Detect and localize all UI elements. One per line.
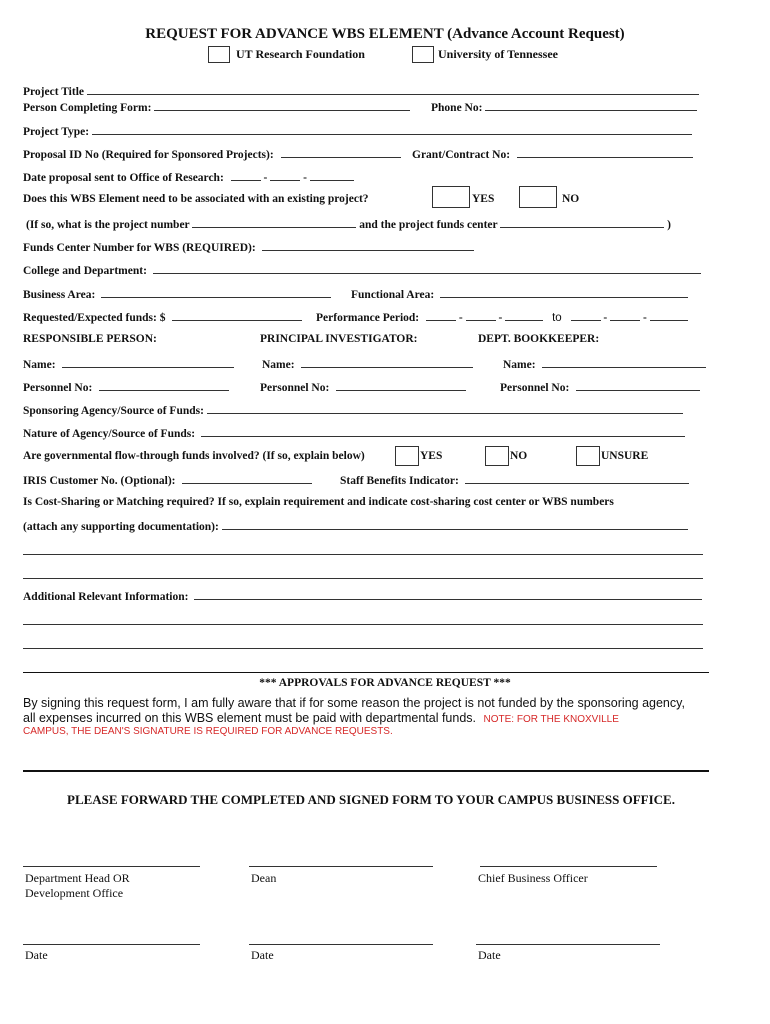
- project-title-label: Project Title: [23, 86, 84, 98]
- period-end-day-field[interactable]: [610, 310, 640, 321]
- funds-center-label: Funds Center Number for WBS (REQUIRED):: [23, 242, 256, 254]
- attach-docs-label: (attach any supporting documentation):: [23, 521, 219, 533]
- signature-section-divider: [23, 770, 709, 772]
- business-area-field[interactable]: [101, 287, 331, 298]
- project-funds-center-field[interactable]: [500, 217, 664, 228]
- performance-period-label: Performance Period:: [316, 312, 420, 324]
- approvals-divider: [23, 672, 709, 673]
- existing-project-yes-label: YES: [472, 193, 495, 205]
- close-paren: ): [667, 219, 672, 231]
- project-type-field[interactable]: [92, 124, 692, 135]
- business-area-label: Business Area:: [23, 289, 96, 301]
- organization-options: [208, 46, 558, 63]
- flow-through-question: Are governmental flow-through funds involved? (If so, explain below): [23, 450, 365, 462]
- staff-benefits-row: [340, 473, 689, 487]
- sponsoring-agency-label: Sponsoring Agency/Source of Funds:: [23, 405, 204, 417]
- responsible-personnel-label: Personnel No:: [23, 382, 93, 394]
- date-sent-year-field[interactable]: [310, 170, 354, 181]
- requested-funds-label: Requested/Expected funds: $: [23, 312, 166, 324]
- cbo-signature-line[interactable]: [480, 866, 657, 867]
- pi-name-field[interactable]: [301, 357, 473, 368]
- functional-area-row: [351, 287, 688, 301]
- additional-info-row: [23, 589, 702, 603]
- proposal-id-field[interactable]: [281, 147, 401, 158]
- phone-row: [431, 100, 697, 114]
- phone-field[interactable]: [485, 100, 697, 111]
- pi-personnel-field[interactable]: [336, 380, 466, 391]
- responsible-person-heading: RESPONSIBLE PERSON:: [23, 333, 157, 345]
- responsible-name-row: [23, 357, 234, 371]
- dept-head-date-line[interactable]: [23, 944, 200, 945]
- existing-project-row: [23, 193, 369, 205]
- responsible-name-field[interactable]: [62, 357, 234, 368]
- approvals-statement-line2: all expenses incurred on this WBS element must be paid with departmental funds.: [23, 711, 477, 725]
- college-department-label: College and Department:: [23, 265, 147, 277]
- nature-of-agency-label: Nature of Agency/Source of Funds:: [23, 428, 196, 440]
- dept-head-signature-line[interactable]: [23, 866, 200, 867]
- grant-contract-row: [412, 147, 693, 161]
- pi-personnel-row: [260, 380, 466, 394]
- project-number-label: (If so, what is the project number: [26, 219, 190, 231]
- knoxville-note-part1: NOTE: FOR THE KNOXVILLE: [483, 714, 619, 725]
- existing-project-no-label: NO: [562, 193, 580, 205]
- date-sent-label: Date proposal sent to Office of Research:: [23, 172, 224, 184]
- period-start-month-field[interactable]: [426, 310, 456, 321]
- iris-customer-field[interactable]: [182, 473, 312, 484]
- funds-center-row: [23, 240, 474, 254]
- period-end-month-field[interactable]: [571, 310, 601, 321]
- functional-area-field[interactable]: [440, 287, 688, 298]
- project-funds-center-label: and the project funds center: [359, 219, 498, 231]
- cbo-date-label: Date: [478, 948, 501, 962]
- business-area-row: [23, 287, 331, 301]
- functional-area-label: Functional Area:: [351, 289, 435, 301]
- responsible-personnel-field[interactable]: [99, 380, 229, 391]
- dean-date-label: Date: [251, 948, 274, 962]
- person-completing-row: [23, 100, 410, 114]
- pi-name-row: [262, 357, 473, 371]
- existing-project-question: Does this WBS Element need to be associated with an existing project?: [23, 193, 369, 205]
- dean-label: Dean: [251, 871, 277, 885]
- bookkeeper-personnel-field[interactable]: [576, 380, 700, 391]
- existing-project-yes-checkbox[interactable]: [432, 186, 470, 208]
- requested-funds-row: [23, 310, 302, 324]
- proposal-id-label: Proposal ID No (Required for Sponsored Projects):: [23, 149, 274, 161]
- cost-sharing-field-2[interactable]: [23, 554, 703, 555]
- date-sent-day-field[interactable]: [270, 170, 300, 181]
- dept-head-label: [25, 871, 130, 901]
- approvals-heading: *** APPROVALS FOR ADVANCE REQUEST ***: [259, 677, 511, 689]
- additional-info-field-3[interactable]: [23, 648, 703, 649]
- project-title-field[interactable]: [87, 84, 699, 95]
- pi-name-label: Name:: [262, 359, 295, 371]
- flow-through-yes-checkbox[interactable]: [395, 446, 419, 466]
- date-sent-row: Date proposal sent to Office of Research: - -: [23, 170, 354, 184]
- project-number-field[interactable]: [192, 217, 356, 228]
- project-title-row: [23, 84, 699, 98]
- responsible-personnel-row: [23, 380, 229, 394]
- responsible-name-label: Name:: [23, 359, 56, 371]
- iris-customer-row: [23, 473, 312, 487]
- cbo-label: Chief Business Officer: [478, 871, 588, 885]
- additional-info-field-1[interactable]: [194, 589, 702, 600]
- period-start-day-field[interactable]: [466, 310, 496, 321]
- grant-contract-field[interactable]: [517, 147, 693, 158]
- university-of-tennessee-checkbox[interactable]: [412, 46, 434, 63]
- period-end-year-field[interactable]: [650, 310, 688, 321]
- sponsoring-agency-field[interactable]: [207, 403, 683, 414]
- approvals-statement-line1: By signing this request form, I am fully aware that if for some reason the project is not funded by the sponsoring agency,: [23, 696, 685, 710]
- forward-instruction: PLEASE FORWARD THE COMPLETED AND SIGNED FORM TO YOUR CAMPUS BUSINESS OFFICE.: [67, 792, 675, 807]
- funds-center-field[interactable]: [262, 240, 474, 251]
- dean-date-line[interactable]: [249, 944, 433, 945]
- performance-period-row: Performance Period: - - to - -: [316, 310, 688, 324]
- flow-through-no-label: NO: [510, 450, 528, 462]
- flow-through-yes-label: YES: [420, 450, 443, 462]
- dept-head-date-label: Date: [25, 948, 48, 962]
- university-of-tennessee-label: University of Tennessee: [438, 47, 558, 61]
- cost-sharing-field-1[interactable]: [222, 519, 688, 530]
- form-title: REQUEST FOR ADVANCE WBS ELEMENT (Advance Account Request): [145, 26, 625, 42]
- ut-research-foundation-checkbox[interactable]: [208, 46, 230, 63]
- existing-project-no-checkbox[interactable]: [519, 186, 557, 208]
- period-to-label: to: [552, 312, 562, 324]
- knoxville-note-part2: CAMPUS, THE DEAN'S SIGNATURE IS REQUIRED FOR ADVANCE REQUESTS.: [23, 726, 393, 737]
- attach-docs-row: [23, 519, 688, 533]
- bookkeeper-personnel-label: Personnel No:: [500, 382, 570, 394]
- bookkeeper-name-row: [503, 357, 706, 371]
- person-completing-field[interactable]: [154, 100, 410, 111]
- project-number-row: [26, 217, 671, 231]
- cost-sharing-question: Is Cost-Sharing or Matching required? If so, explain requirement and indicate cost-sharing cost center or WBS numbers: [23, 496, 614, 508]
- requested-funds-field[interactable]: [172, 310, 302, 321]
- flow-through-row: [23, 450, 365, 462]
- person-completing-label: Person Completing Form:: [23, 102, 152, 114]
- dean-signature-line[interactable]: [249, 866, 433, 867]
- nature-of-agency-field[interactable]: [201, 426, 685, 437]
- sponsoring-agency-row: [23, 403, 683, 417]
- proposal-id-row: [23, 147, 401, 161]
- staff-benefits-field[interactable]: [465, 473, 689, 484]
- flow-through-unsure-checkbox[interactable]: [576, 446, 600, 466]
- nature-of-agency-row: [23, 426, 685, 440]
- bookkeeper-name-label: Name:: [503, 359, 536, 371]
- dept-bookkeeper-heading: DEPT. BOOKKEEPER:: [478, 333, 600, 345]
- project-type-row: [23, 124, 692, 138]
- principal-investigator-heading: PRINCIPAL INVESTIGATOR:: [260, 333, 418, 345]
- date-sent-month-field[interactable]: [231, 170, 261, 181]
- college-department-row: [23, 263, 701, 277]
- project-type-label: Project Type:: [23, 126, 90, 138]
- ut-research-foundation-label: UT Research Foundation: [236, 47, 365, 61]
- iris-customer-label: IRIS Customer No. (Optional):: [23, 475, 176, 487]
- cbo-date-line[interactable]: [476, 944, 660, 945]
- approvals-statement-line2-row: [23, 711, 619, 725]
- staff-benefits-label: Staff Benefits Indicator:: [340, 475, 459, 487]
- cost-sharing-field-3[interactable]: [23, 578, 703, 579]
- grant-contract-label: Grant/Contract No:: [412, 149, 511, 161]
- pi-personnel-label: Personnel No:: [260, 382, 330, 394]
- flow-through-no-checkbox[interactable]: [485, 446, 509, 466]
- period-start-year-field[interactable]: [505, 310, 543, 321]
- additional-info-label: Additional Relevant Information:: [23, 591, 189, 603]
- dept-head-label-line1: Department Head OR: [25, 871, 130, 885]
- dept-head-label-line2: Development Office: [25, 886, 124, 900]
- bookkeeper-name-field[interactable]: [542, 357, 706, 368]
- phone-label: Phone No:: [431, 102, 483, 114]
- college-department-field[interactable]: [153, 263, 701, 274]
- bookkeeper-personnel-row: [500, 380, 700, 394]
- additional-info-field-2[interactable]: [23, 624, 703, 625]
- flow-through-unsure-label: UNSURE: [601, 450, 649, 462]
